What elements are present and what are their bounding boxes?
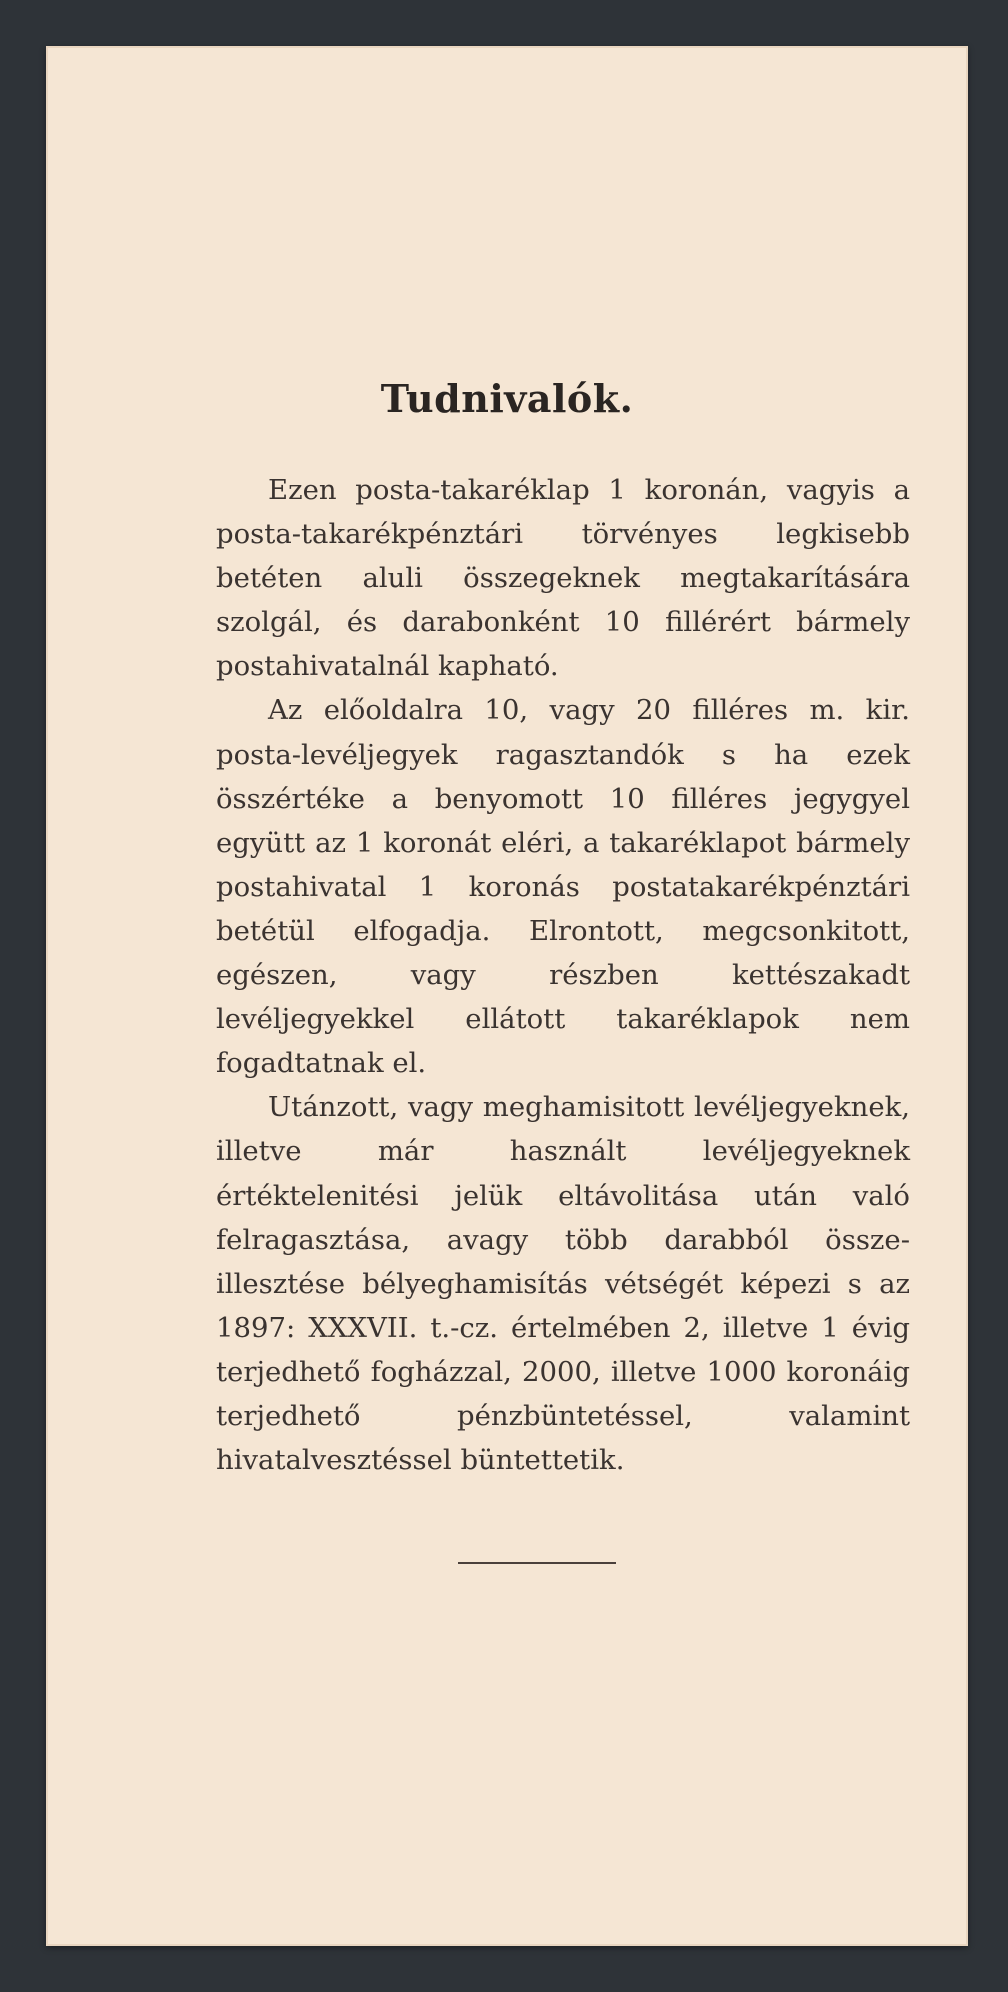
paragraph-1: Ezen posta-takaréklap 1 koronán, vagyis a posta-takarékpénztári törvényes legkisebb betéten aluli összegeknek megtakarítására szolgál, és darabonként 10 fillérért bármely postahivatalnál kapható. xyxy=(216,474,910,683)
page-title: Tudnivalók. xyxy=(380,376,634,421)
closing-rule xyxy=(458,1562,616,1564)
postal-savings-card xyxy=(46,46,968,1946)
paragraph-2: Az előoldalra 10, vagy 20 filléres m. kir. posta-levéljegyek ragasztandók s ha ezek összértéke a benyomott 10 filléres jegygyel együtt az 1 koronát eléri, a takaréklapot bármely postahivatal 1 koronás postatakarékpénztári betétül elfogadja. Elrontott, megcsonkitott, egészen, vagy részben kettészakadt levéljegyekkel ellátott takaréklapok nem fogadtatnak el. xyxy=(216,694,910,1080)
paragraph-3: Utánzott, vagy meghamisitott levéljegyeknek, illetve már használt levéljegyeknek értéktelenitési jelük eltávolitása után való felragasztása, avagy több darabból összeillesztése bélyeghamisítás vétségét képezi s az 1897: XXXVII. t.-cz. értelmében 2, illetve 1 évig terjedhető fogházzal, 2000, illetve 1000 koronáig terjedhető pénzbüntetéssel, valamint hivatalvesztéssel büntettetik. xyxy=(216,1091,910,1477)
notice-body xyxy=(216,468,910,1482)
